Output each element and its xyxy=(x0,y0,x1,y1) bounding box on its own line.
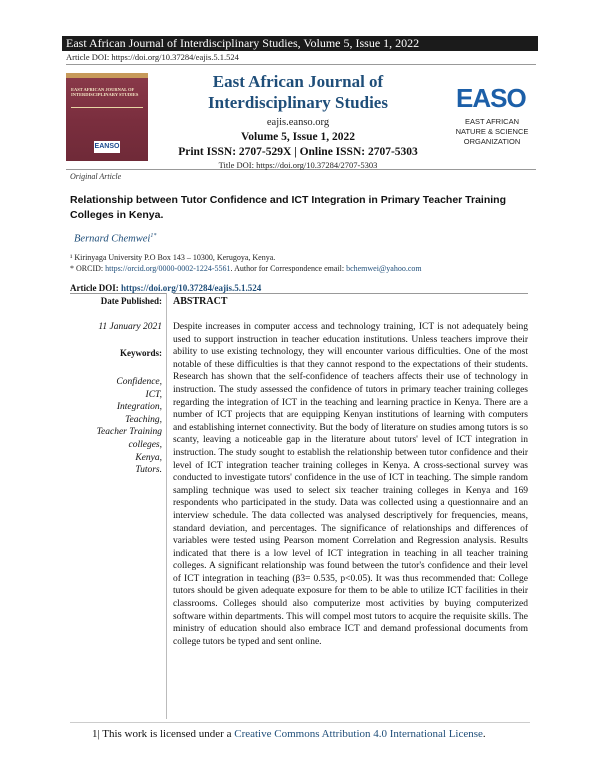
journal-header xyxy=(66,64,536,170)
organization-name: EAST AFRICAN NATURE & SCIENCE ORGANIZATION xyxy=(455,117,529,146)
page-number: 1| xyxy=(92,728,100,740)
keyword: Confidence, xyxy=(116,377,162,387)
affiliation: ¹ Kirinyaga University P.O Box 143 – 10300, Kerugoya, Kenya. xyxy=(70,253,276,262)
author-name: Bernard Chemwei xyxy=(74,233,151,245)
cover-strip xyxy=(66,73,148,78)
running-header: East African Journal of Interdisciplinary Studies, Volume 5, Issue 1, 2022 xyxy=(62,36,538,51)
article-title: Relationship between Tutor Confidence and ICT Integration in Primary Teacher Training Colleges in Kenya. xyxy=(70,194,507,221)
article-doi-link[interactable]: https://doi.org/10.37284/eajis.5.1.524 xyxy=(120,283,262,293)
keyword: Kenya, xyxy=(135,452,162,463)
date-label: Date Published: xyxy=(100,296,162,306)
abstract-heading: ABSTRACT xyxy=(173,293,528,307)
article-doi-top: Article DOI: https://doi.org/10.37284/eajis.5.1.524 xyxy=(66,52,239,62)
footer-end: . xyxy=(482,728,486,740)
keyword: colleges, xyxy=(128,439,162,450)
footer-text: This work is licensed under a xyxy=(99,728,235,740)
article-doi xyxy=(70,283,261,293)
keyword: Teaching, xyxy=(125,414,162,425)
keywords-label: Keywords: xyxy=(120,348,162,358)
keywords-list xyxy=(72,376,162,477)
issn: Print ISSN: 2707-529X | Online ISSN: 2707-5303 xyxy=(178,146,418,158)
article-type: Original Article xyxy=(70,172,122,181)
journal-website[interactable]: eajis.eanso.org xyxy=(266,117,330,128)
orcid-prefix: * ORCID: xyxy=(70,264,104,273)
abstract-text: Despite increases in computer access and technology training, ICT is not adequately being used to support instruction in teacher education institutions. Unless teachers improve their ability to use existing technology, they will encounter various difficulties. One of the most notable of these difficulties is that they cannot respond to the expectations of their students. Research has shown that the self-confidence of teachers affects their use of technology in instruction. The study assessed the confidence of tutors in primary teacher training colleges regarding the integration of ICT in the teaching and learning practice in Kenya. There are a number of ICT projects that are equipping Kenyan institutions of learning with computers and establishing internet connectivity. But the body of literature on studies among tutors is so scanty, leaving a noticeable gap in the literature about tutors' level of ICT integration in instruction. The study sought to establish the relationship between tutor confidence and their level of ICT integration teacher training colleges in Kenya. A cross-sectional survey was conducted to investigate tutors' confidence in the use of ICT in teaching. The simple random sampling technique was used to select six teacher training colleges in Kenya and 169 respondents who participated in the study. Data was collected using a questionnaire and an interview schedule. The data collected was analysed descriptively for frequencies, means, standard deviation, and percentages. The significance of relationships and differences of variables were tested using Pearson moment Correlation and Regression analysis. Results indicated that there is a low level of ICT integration in teaching in all teacher training colleges. A significant relationship was found between the tutor's confidence and their level of ICT integration in teaching (β3= 0.535, p<0.05). It was thus recommended that: College tutors should be given adequate exposure for them to be able to utilize ICT facilities in their classrooms. Colleges should also computerize most activities by buying computerized software within departments. This will compel most tutors to acquire the requisite skills. The ministry of education should also embrace ICT and demand professional documents from college tutors be typed and sent online. xyxy=(173,322,528,647)
easo-logo: EASO xyxy=(456,83,526,113)
footer-divider xyxy=(70,722,530,723)
article-doi-label: Article DOI: xyxy=(70,283,119,293)
keyword: Tutors. xyxy=(135,465,162,476)
orcid-link[interactable]: https://orcid.org/0000-0002-1224-5561 xyxy=(105,264,231,273)
keyword: Teacher Training xyxy=(96,427,162,438)
orcid-mid: . Author for Correspondence email: xyxy=(230,264,345,273)
keyword: Integration, xyxy=(116,402,162,413)
cover-title: EAST AFRICAN JOURNAL OF INTERDISCIPLINARY STUDIES xyxy=(71,87,139,97)
volume-issue: Volume 5, Issue 1, 2022 xyxy=(241,131,355,143)
cover-logo: EANSO xyxy=(94,141,120,153)
license-footer xyxy=(92,728,486,740)
email-link[interactable]: bchemwei@yahoo.com xyxy=(346,264,422,273)
journal-cover-image xyxy=(66,73,148,161)
orcid-line xyxy=(70,264,422,273)
cover-divider xyxy=(71,107,143,108)
license-link[interactable]: Creative Commons Attribution 4.0 International License xyxy=(234,728,483,740)
sidebar xyxy=(70,293,167,719)
author-marks: 1* xyxy=(150,233,157,239)
journal-title: East African Journal of Interdisciplinary Studies xyxy=(208,72,388,112)
date-published: 11 January 2021 xyxy=(98,322,162,332)
keyword: ICT, xyxy=(145,389,162,400)
author xyxy=(74,233,156,245)
title-doi: Title DOI: https://doi.org/10.37284/2707-5303 xyxy=(218,160,378,170)
